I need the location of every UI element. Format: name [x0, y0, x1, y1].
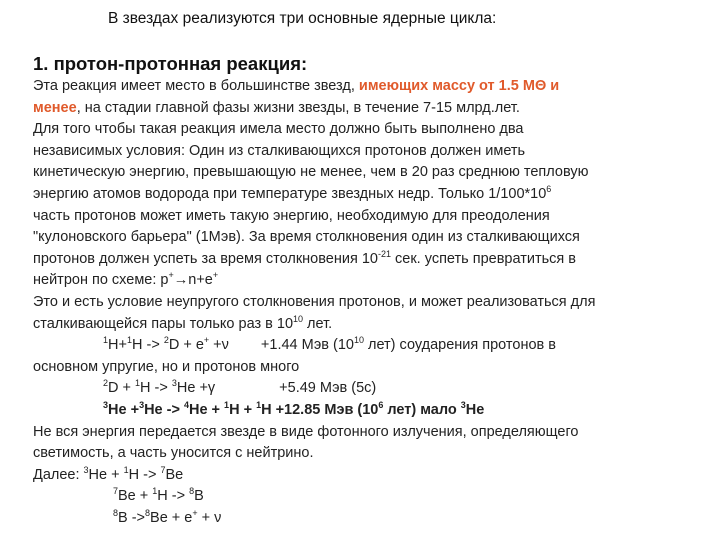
highlight-less: менее	[33, 99, 77, 116]
superscript: 2	[103, 378, 109, 389]
superscript: +	[212, 270, 219, 281]
superscript: 3	[171, 378, 177, 389]
superscript: 7	[113, 486, 119, 497]
text-line	[33, 249, 713, 271]
equation-hehe	[33, 400, 713, 422]
text-line: Не вся энергия передается звезде в виде фотонного излучения, определяющего	[33, 423, 579, 440]
text-line: независимых условия: Один из сталкивающихся протонов должен иметь	[33, 142, 526, 159]
text-span: He +γ	[176, 380, 216, 397]
highlight-and: и	[546, 78, 560, 94]
text-span: D + e	[168, 337, 204, 354]
text-line: кинетическую энергию, превышающую не менее, чем в 20 раз среднюю тепловую	[33, 164, 589, 181]
equation-pp	[33, 335, 713, 357]
superscript: +	[168, 270, 174, 281]
text-span: He ->	[144, 401, 184, 418]
text-span: энергию атомов водорода при температуре звездных недр. Только 1/100*10	[33, 185, 547, 202]
text-span: →n+e	[173, 272, 213, 289]
equation-hehe4	[33, 465, 713, 487]
text-span: H +	[229, 401, 257, 418]
slide-title: В звездах реализуются три основные ядерные цикла:	[108, 10, 497, 27]
text-span: +1.44 Мэв (10	[260, 337, 354, 354]
superscript: 1	[256, 399, 262, 410]
text-span: сталкивающейся пары только раз в 10	[33, 315, 294, 332]
text-span: Эта реакция имеет место в большинстве звезд,	[33, 78, 359, 94]
superscript: 6	[378, 399, 384, 410]
text-span: B	[194, 488, 204, 505]
superscript: +	[192, 507, 198, 518]
text-span: B ->	[118, 509, 146, 526]
text-span: Be + e	[150, 509, 193, 526]
text-span: протонов должен успеть за время столкновения 10	[33, 250, 378, 267]
text-line	[33, 314, 713, 336]
text-span: лет) соударения протонов в	[363, 337, 556, 354]
text-span: + ν	[197, 509, 222, 526]
text-span: He +	[88, 466, 124, 483]
text-span: Be	[165, 466, 184, 483]
superscript: 1	[224, 399, 230, 410]
text-span: лет) мало	[383, 401, 461, 418]
text-line	[33, 270, 713, 292]
superscript: 1	[103, 335, 109, 346]
text-line: Это и есть условие неупругого столкновения протонов, и может реализоваться для	[33, 293, 596, 310]
equation-be7	[33, 486, 713, 508]
text-line	[33, 98, 713, 120]
text-span: He	[465, 401, 485, 418]
superscript: 6	[546, 183, 552, 194]
text-span: , на стадии главной фазы жизни звезды, в течение 7-15 млрд.лет.	[76, 99, 520, 116]
equation-dp	[33, 378, 713, 400]
text-span: H ->	[157, 488, 190, 505]
text-line: Для того чтобы такая реакция имела место должно быть выполнено два	[33, 121, 524, 138]
superscript: 3	[83, 464, 89, 475]
superscript: 1	[152, 486, 158, 497]
superscript: 8	[113, 507, 119, 518]
superscript: 4	[183, 399, 189, 410]
body-text	[33, 76, 713, 529]
superscript: 8	[189, 486, 195, 497]
text-span: сек. успеть превратиться в	[390, 250, 576, 267]
text-span: He +	[188, 401, 225, 418]
text-span: H +12.85 Мэв (10	[261, 401, 379, 418]
equation-b8	[33, 508, 713, 530]
superscript: 7	[160, 464, 166, 475]
superscript: 10	[353, 335, 364, 346]
text-span: нейтрон по схеме: p	[33, 272, 169, 289]
superscript: 1	[126, 335, 132, 346]
superscript: 1	[135, 378, 141, 389]
text-span: He +	[108, 401, 140, 418]
section-heading: 1. протон-протонная реакция:	[33, 53, 308, 74]
superscript: 8	[145, 507, 151, 518]
superscript: 3	[460, 399, 466, 410]
text-line: основном упругие, но и протонов много	[33, 358, 300, 375]
superscript: +	[203, 335, 210, 346]
text-span: D +	[108, 380, 136, 397]
superscript: 10	[293, 313, 304, 324]
text-line	[33, 76, 713, 98]
text-span: +5.49 Мэв (5с)	[279, 380, 377, 397]
text-line: часть протонов может иметь такую энергию, необходимую для преодоления	[33, 207, 550, 224]
superscript: -21	[377, 248, 391, 259]
superscript: 2	[163, 335, 169, 346]
text-span: H ->	[131, 337, 164, 354]
text-span: Be +	[118, 488, 153, 505]
superscript: 1	[123, 464, 129, 475]
text-line	[33, 184, 713, 206]
superscript: 3	[103, 399, 109, 410]
highlight-mass: имеющих массу от 1.5 MΘ	[358, 78, 547, 94]
text-span: лет.	[303, 315, 333, 332]
text-span: +ν	[209, 337, 229, 354]
superscript: 3	[139, 399, 145, 410]
text-span: H ->	[128, 466, 161, 483]
text-line: "кулоновского барьера" (1Мэв). За время столкновения один из сталкивающихся	[33, 229, 580, 246]
text-line: светимость, а часть уносится с нейтрино.	[33, 445, 314, 462]
text-span: H ->	[140, 380, 172, 397]
text-span: H+	[108, 337, 127, 354]
text-span: Далее:	[33, 466, 84, 483]
